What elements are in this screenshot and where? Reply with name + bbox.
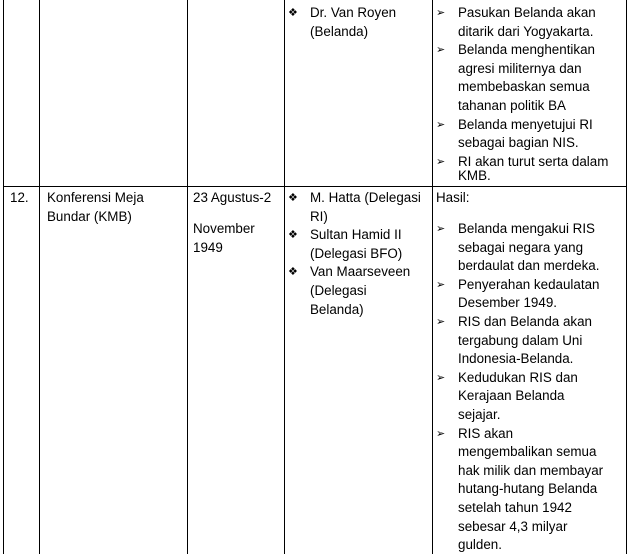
result-line: RI akan turut serta dalam [458, 153, 609, 169]
result-line: mengembalikan semua [458, 444, 597, 460]
delegate-line: Dr. Van Royen [310, 5, 397, 20]
date-line: 1949 [193, 239, 223, 255]
result-line: sejajar. [458, 407, 501, 422]
result-line: Belanda mengakui RIS [458, 221, 595, 236]
result-line: Pasukan Belanda akan [458, 5, 596, 20]
result-line: Kedudukan RIS dan [458, 369, 578, 385]
col-border-2 [187, 0, 188, 554]
delegate-line: Belanda) [310, 301, 364, 317]
result-line: Desember 1949. [458, 295, 557, 311]
result-line: RIS dan Belanda akan [458, 314, 593, 329]
result-line: ditarik dari Yogyakarta. [458, 23, 594, 39]
result-line: Kerajaan Belanda [458, 388, 565, 404]
arrowhead-bullet-icon: ➢ [436, 316, 446, 328]
result-heading: Hasil: [436, 190, 470, 205]
result-line: agresi militernya dan [458, 60, 582, 76]
delegate-line: (Delegasi BFO) [310, 245, 403, 261]
delegate-line: M. Hatta (Delegasi [310, 190, 421, 205]
four-diamond-bullet-icon: ❖ [288, 229, 298, 242]
result-line: membebaskan semua [458, 79, 590, 95]
delegate-line: (Belanda) [310, 23, 369, 39]
result-line: Indonesia-Belanda. [458, 351, 574, 367]
arrowhead-bullet-icon: ➢ [436, 371, 446, 384]
col-border-left [3, 0, 4, 554]
result-line: hak milik dan membayar [458, 462, 604, 478]
arrowhead-bullet-icon: ➢ [436, 155, 446, 168]
result-line: RIS akan [458, 425, 514, 441]
col-border-1 [39, 0, 40, 554]
arrowhead-bullet-icon: ➢ [436, 223, 446, 235]
arrowhead-bullet-icon: ➢ [436, 278, 446, 291]
delegate-line: RI) [310, 208, 328, 224]
delegate-line: Sultan Hamid II [310, 227, 402, 243]
result-line: tergabung dalam Uni [458, 332, 583, 348]
four-diamond-bullet-icon: ❖ [288, 192, 298, 204]
result-line: hutang-hutang Belanda [458, 481, 598, 497]
delegate-line: (Delegasi [310, 283, 367, 298]
col-border-right [626, 0, 627, 554]
result-line: Belanda menghentikan [458, 42, 595, 58]
result-line: Belanda menyetujui RI [458, 116, 593, 132]
event-line: Konferensi Meja [47, 190, 144, 205]
col-border-3 [284, 0, 285, 554]
four-diamond-bullet-icon: ❖ [288, 7, 298, 19]
col-border-4 [432, 0, 433, 554]
result-line: tahanan politik BA [458, 98, 566, 113]
result-line: setelah tahun 1942 [458, 500, 572, 515]
result-line: gulden. [458, 537, 502, 553]
result-line: sebagai negara yang [458, 239, 584, 255]
arrowhead-bullet-icon: ➢ [436, 7, 446, 19]
arrowhead-bullet-icon: ➢ [436, 427, 446, 440]
event-line: Bundar (KMB) [47, 208, 132, 224]
row-number: 12. [10, 190, 29, 205]
result-line: berdaulat dan merdeka. [458, 258, 600, 274]
arrowhead-bullet-icon: ➢ [436, 118, 446, 131]
date-line: November [193, 221, 255, 236]
row-divider [3, 186, 627, 187]
result-line: KMB. [458, 168, 491, 184]
date-line: 23 Agustus-2 [193, 190, 272, 205]
result-line: sebesar 4,3 milyar [458, 518, 568, 534]
delegate-line: Van Maarseveen [310, 264, 411, 280]
result-line: Penyerahan kedaulatan [458, 276, 600, 292]
four-diamond-bullet-icon: ❖ [288, 266, 298, 279]
arrowhead-bullet-icon: ➢ [436, 44, 446, 57]
result-line: sebagai bagian NIS. [458, 135, 579, 151]
